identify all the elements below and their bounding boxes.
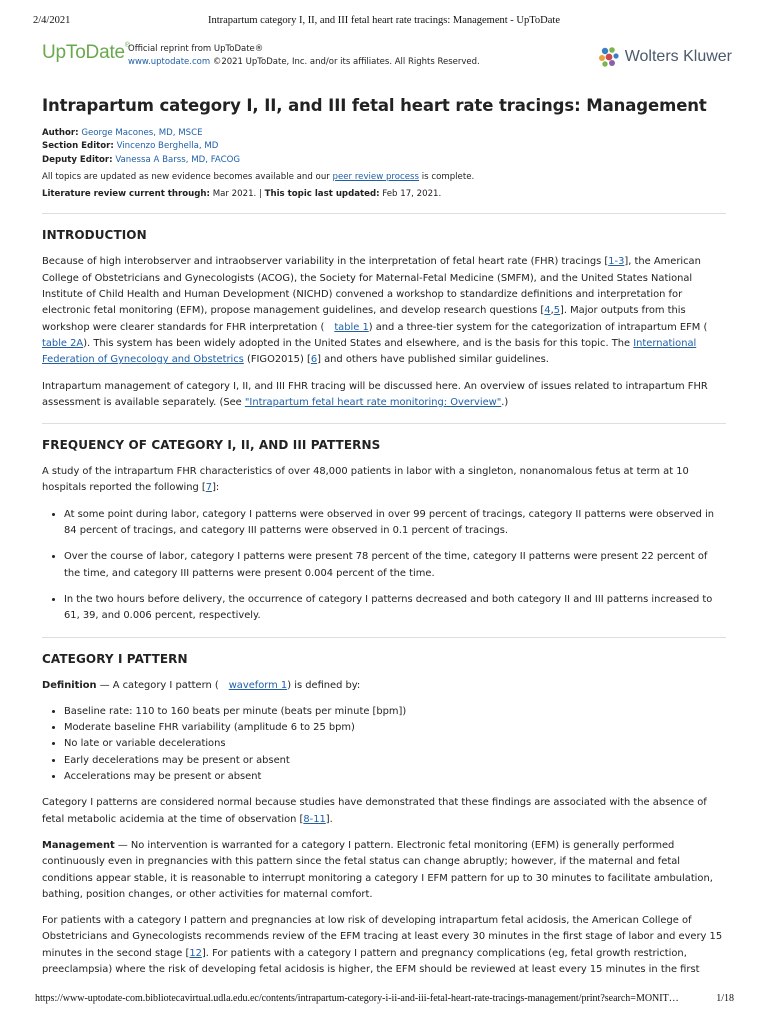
deputy-editor-line: Deputy Editor: Vanessa A Barss, MD, FACOG [42, 154, 241, 165]
section-heading-introduction: INTRODUCTION [42, 228, 147, 243]
ref-link[interactable]: 7 [205, 482, 213, 494]
ref-link[interactable]: 4 [544, 305, 551, 317]
wolters-kluwer-wordmark: Wolters Kluwer [624, 48, 732, 65]
section-heading-frequency: FREQUENCY OF CATEGORY I, II, AND III PATTERNS [42, 438, 381, 453]
ref-link[interactable]: 5 [553, 305, 561, 317]
section-heading-category-1: CATEGORY I PATTERN [42, 651, 188, 666]
ref-link[interactable]: 6 [310, 354, 318, 366]
wolters-kluwer-logo [597, 44, 732, 70]
management-paragraph: Management — No intervention is warranted for a category I pattern. Electronic fetal monitoring (EFM) is generally performed continuously even in pregnancies with this pattern since the fetal status can change abruptly; however, if the maternal and fetal conditions appear stable, it is reasonable to interrupt monitoring a category I EFM pattern for up to 30 minutes to facilitate ambulation, bathing, position changes, or other activities for maternal comfort. [42, 839, 713, 900]
deputy-editor-link[interactable]: Vanessa A Barss, MD, FACOG [115, 154, 241, 165]
list-item: • In the two hours before delivery, the occurrence of category I patterns decreased and both category II and III patterns increased to 61, 39, and 0.006 percent, respectively. [64, 592, 726, 625]
list-item: • Early decelerations may be present or absent [64, 753, 726, 769]
divider [42, 423, 726, 424]
frequency-paragraph: A study of the intrapartum FHR characteristics of over 48,000 patients in labor with a singleton, nonanomalous fetus at term at 10 hospitals reported the following [7]: [42, 466, 689, 494]
list-item: • Baseline rate: 110 to 160 beats per minute (beats per minute [bpm]) [64, 704, 726, 720]
update-note: All topics are updated as new evidence becomes available and our peer review process is complete. [42, 171, 475, 182]
article-content [42, 92, 726, 988]
frequency-list [42, 507, 726, 625]
list-item: • Moderate baseline FHR variability (amplitude 6 to 25 bpm) [64, 720, 726, 736]
waveform-1-link[interactable]: waveform 1 [228, 679, 288, 691]
overview-topic-link[interactable]: "Intrapartum fetal heart rate monitoring: Overview" [244, 396, 502, 408]
author-line: Author: George Macones, MD, MSCE [42, 128, 203, 138]
article-title: Intrapartum category I, II, and III fetal heart rate tracings: Management [42, 96, 707, 115]
definition-paragraph: Definition — A category I pattern ( waveform 1) is defined by: [42, 679, 361, 691]
peer-review-link[interactable]: peer review process [332, 171, 420, 182]
print-url: https://www-uptodate-com.bibliotecavirtual.udla.edu.ec/contents/intrapartum-category-i-ii-and-iii-fetal-heart-rate-tracings-management/print?search=MONIT… [35, 993, 679, 1004]
table-2a-link[interactable]: table 2A [42, 337, 84, 349]
intro-paragraph-1: Because of high interobserver and intraobserver variability in the interpretation of fetal heart rate (FHR) tracings [1-3], the American College of Obstetricians and Gynecologists (ACOG), the Society for Maternal-Fetal Medicine (SMFM), and the United States National Institute of Child Health and Human Development (NICHD) convened a workshop to standardize definitions and interpretation for electronic fetal monitoring (EFM), propose management guidelines, and develop research questions [4,5]. Major outputs from this workshop were clearer standards for FHR interpretation ( table 1) and a three-tier system for the categorization of intrapartum EFM (table 2A). This system has been widely adopted in the United States and elsewhere, and is the basis for this topic. The International Federation of Gynecology and Obstetrics (FIGO2015) [6] and others have published similar guidelines. [42, 256, 708, 366]
print-footer [0, 993, 768, 1009]
section-editor-link[interactable]: Vincenzo Berghella, MD [116, 141, 219, 152]
section-editor-line: Section Editor: Vincenzo Berghella, MD [42, 141, 219, 152]
reprint-line: Official reprint from UpToDate® [128, 44, 264, 54]
review-dates: Literature review current through: Mar 2021. | This topic last updated: Feb 17, 2021. [42, 189, 442, 200]
figo-link[interactable]: International Federation of Gynecology and Obstetrics [42, 337, 697, 366]
list-item: • Over the course of labor, category I patterns were present 78 percent of the time, category II patterns were present 22 percent of the time, and category III patterns were present 0.004 percent of the time. [64, 549, 726, 582]
table-1-link[interactable]: table 1 [334, 321, 369, 333]
ref-link[interactable]: 1-3 [608, 256, 625, 268]
category-1-criteria-list [42, 704, 726, 785]
low-risk-paragraph: For patients with a category I pattern and pregnancies at low risk of developing intrapartum fetal acidosis, the American College of Obstetricians and Gynecologists recommends review of the EFM tracing at least every 30 minutes in the first stage of labor and every 15 minutes in the second stage [12]. For patients with a category I pattern and pregnancy complications (eg, fetal growth restriction, preeclampsia) where the risk of developing fetal acidosis is higher, the EFM should be reviewed at least every 15 minutes in the first [42, 915, 723, 975]
divider [42, 213, 726, 214]
divider [42, 637, 726, 638]
page-number: 1/18 [716, 993, 734, 1004]
list-item: • At some point during labor, category I patterns were observed in over 99 percent of tracings, category II patterns were observed in 84 percent of tracings, and category III patterns were observed in 0.1 percent of tracings. [64, 507, 726, 540]
list-item: • Accelerations may be present or absent [64, 769, 726, 785]
print-date: 2/4/2021 [33, 15, 71, 26]
author-link[interactable]: George Macones, MD, MSCE [81, 128, 203, 138]
ref-link[interactable]: 12 [189, 947, 202, 959]
ref-link[interactable]: 8-11 [303, 813, 326, 825]
reprint-notice [128, 43, 480, 69]
normal-pattern-paragraph: Category I patterns are considered normal because studies have demonstrated that these findings are associated with the absence of fetal metabolic acidemia at the time of observation [8-11]. [42, 797, 707, 825]
list-item: • No late or variable decelerations [64, 736, 726, 752]
uptodate-site-link[interactable]: www.uptodate.com [128, 57, 211, 67]
brand-bar [42, 42, 732, 72]
uptodate-logo: UpToDate® [42, 42, 130, 63]
article-meta [42, 127, 726, 201]
wolters-kluwer-mark-icon [597, 45, 621, 69]
intro-paragraph-2: Intrapartum management of category I, II, and III FHR tracing will be discussed here. An overview of issues related to intrapartum FHR assessment is available separately. (See "Intrapartum fetal heart rate monitoring: Overview".) [42, 380, 708, 408]
print-header [0, 15, 768, 31]
print-title: Intrapartum category I, II, and III fetal heart rate tracings: Management - UpToDate [207, 15, 561, 26]
copyright-text: ©2021 UpToDate, Inc. and/or its affiliates. All Rights Reserved. [210, 57, 480, 67]
